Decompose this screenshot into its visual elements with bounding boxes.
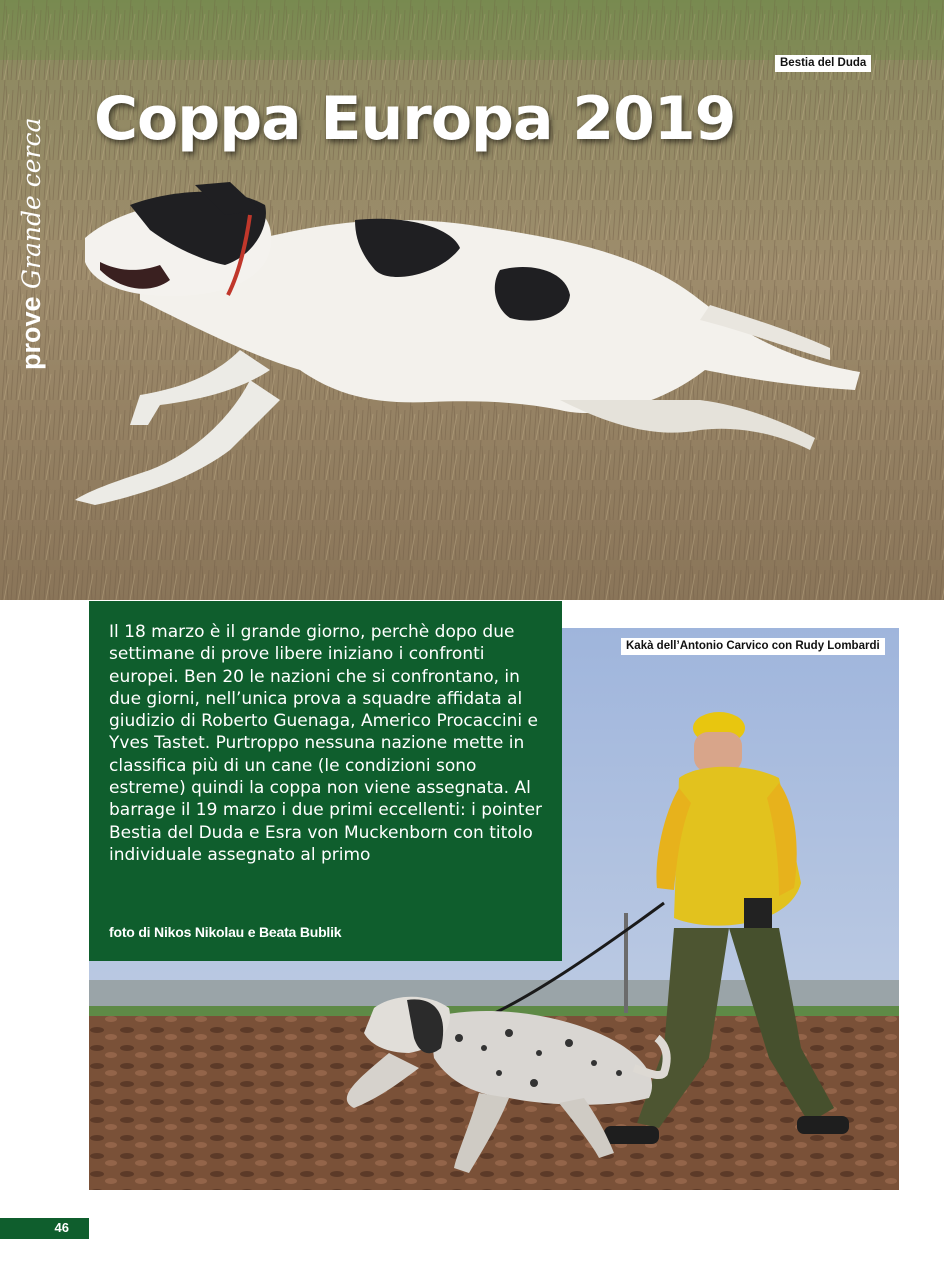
lead-paragraph: Il 18 marzo è il grande giorno, perchè dopo due settimane di prove libere iniziano i confronti europei. Ben 20 le nazioni che si confrontano, in due giorni, nell’unica prova a squadre affidata al giudizio di Roberto Guenaga, Americo Procaccini e Yves Tastet. Purtroppo nessuna nazione mette in classifica più di un cane (le condizioni sono estreme) quindi la coppa non viene assegnata. Al barrage il 19 marzo i due primi eccellenti: i pointer Bestia del Duda e Esra von Muckenborn con titolo individuale assegnato al primo — [109, 622, 543, 865]
page-number: 46 — [54, 1220, 69, 1235]
page-title: Coppa Europa 2019 — [94, 84, 736, 154]
hero-photo-caption: Bestia del Duda — [775, 55, 871, 72]
page-number-tab — [0, 1218, 89, 1239]
secondary-photo-caption: Kakà dell’Antonio Carvico con Rudy Lombardi — [621, 638, 885, 655]
section-label-italic: Grande cerca — [17, 117, 46, 289]
photo-credit: foto di Nikos Nikolau e Beata Bublik — [109, 924, 342, 940]
section-label-bold: prove — [16, 296, 46, 370]
lead-box — [89, 601, 562, 961]
